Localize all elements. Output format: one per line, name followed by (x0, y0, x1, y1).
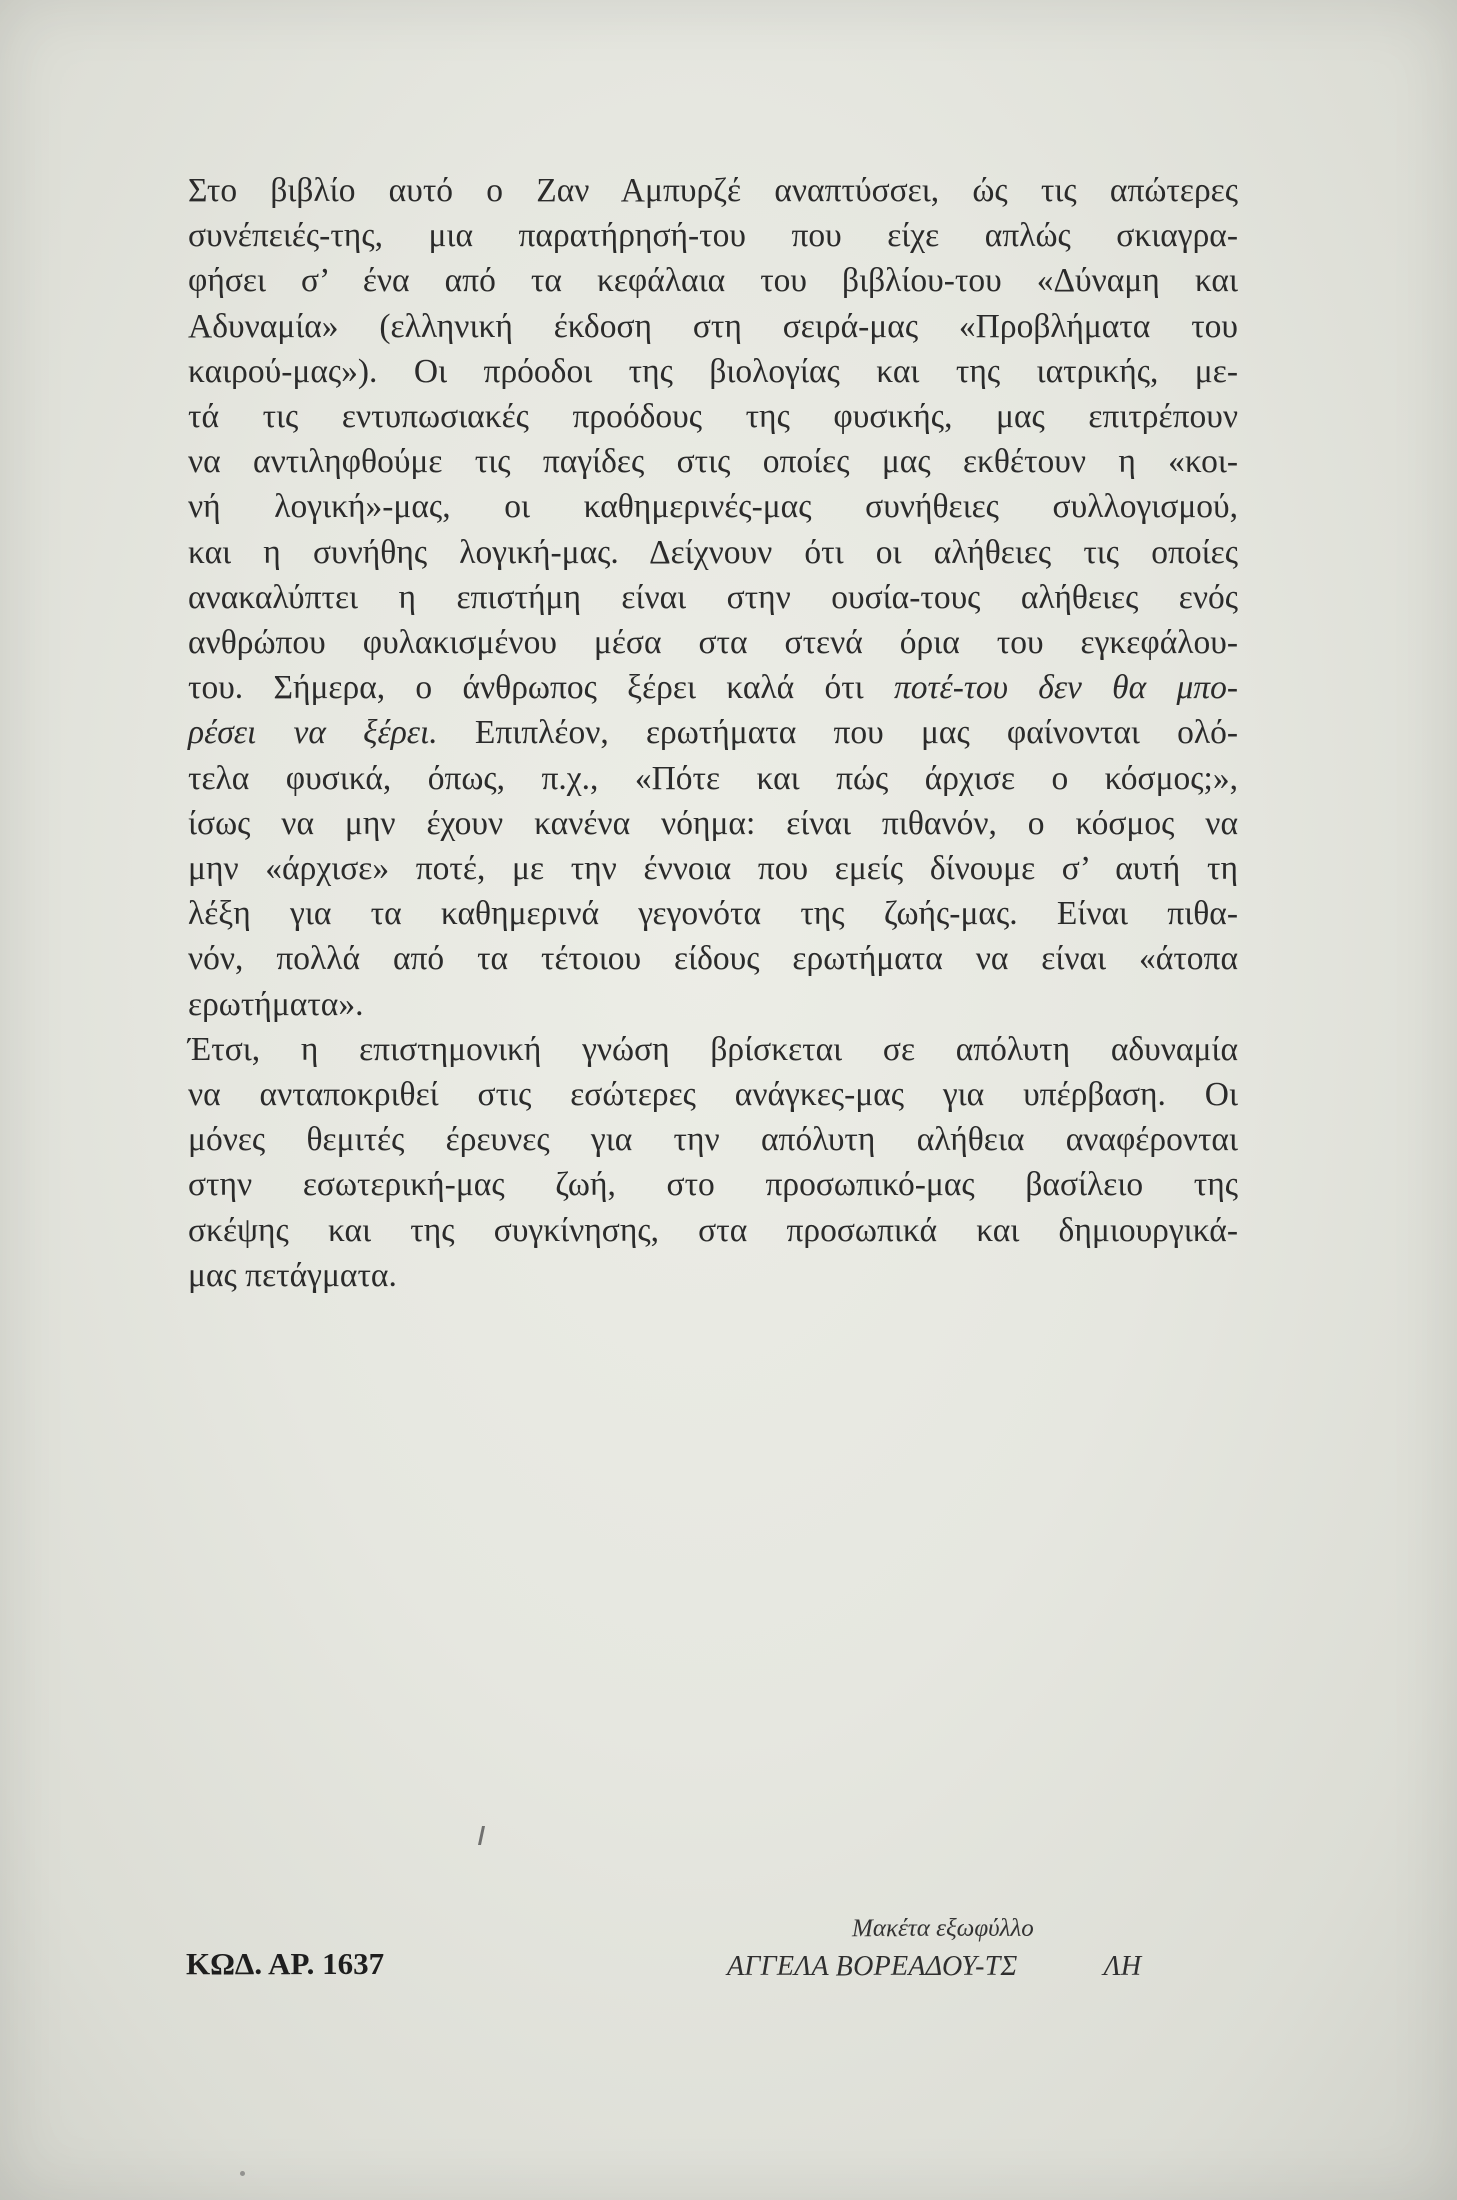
blurb-line: ερωτήματα». (188, 985, 364, 1023)
blurb-text: του. Σήμερα, ο άνθρωπος ξέρει καλά ότι (188, 669, 894, 707)
paper-speck (240, 2171, 245, 2176)
back-cover-blurb (188, 168, 1238, 1298)
blurb-line: στην εσωτερική-μας ζωή, στο προσωπικό-μας βασίλειο της (188, 1166, 1238, 1204)
blurb-line: φήσει σ’ ένα από τα κεφάλαια του βιβλίου-του «Δύναμη και (188, 262, 1238, 300)
blurb-line: τελα φυσικά, όπως, π.χ., «Πότε και πώς άρχισε ο κόσμος;», (188, 759, 1238, 797)
blurb-text: Επιπλέον, ερωτήματα που μας φαίνονται ολό- (437, 714, 1238, 752)
blurb-line: μας πετάγματα. (188, 1256, 397, 1294)
blurb-line: νή λογική»-μας, οι καθημερινές-μας συνήθειες συλλογισμού, (188, 488, 1238, 526)
blurb-line: Αδυναμία» (ελληνική έκδοση στη σειρά-μας «Προβλήματα του (188, 307, 1238, 345)
blurb-line: να ανταποκριθεί στις εσώτερες ανάγκες-μας για υπέρβαση. Οι (188, 1076, 1238, 1114)
blurb-line: μην «άρχισε» ποτέ, με την έννοια που εμείς δίνουμε σ’ αυτή τη (188, 850, 1238, 888)
blurb-italic-text: ποτέ-του δεν θα μπο- (893, 669, 1238, 707)
blurb-line: συνέπειές-της, μια παρατήρησή-του που είχε απλώς σκιαγρα- (188, 217, 1238, 255)
blurb-line: καιρού-μας»). Οι πρόοδοι της βιολογίας και της ιατρικής, με- (188, 352, 1238, 390)
catalog-code: ΚΩΔ. ΑΡ. 1637 (186, 1946, 385, 1981)
blurb-line: ίσως να μην έχουν κανένα νόημα: είναι πιθανόν, ο κόσμος να (188, 804, 1238, 842)
blurb-line: Έτσι, η επιστημονική γνώση βρίσκεται σε απόλυτη αδυναμία (188, 1030, 1238, 1068)
cover-designer-name (727, 1951, 1141, 1983)
blurb-line (188, 665, 1238, 710)
blurb-line: να αντιληφθούμε τις παγίδες στις οποίες μας εκθέτουν η «κοι- (188, 443, 1238, 481)
blurb-line (188, 710, 1238, 755)
cover-design-credit-label: Μακέτα εξωφύλλο (852, 1915, 1034, 1942)
blurb-line: και η συνήθης λογική-μας. Δείχνουν ότι οι αλήθειες τις οποίες (188, 533, 1238, 571)
blurb-line: μόνες θεμιτές έρευνες για την απόλυτη αλήθεια αναφέρονται (188, 1121, 1238, 1159)
blurb-line: τά τις εντυπωσιακές προόδους της φυσικής, μας επιτρέπουν (188, 398, 1238, 436)
cover-designer-name-start: ΑΓΓΕΛΑ ΒΟΡΕΑΔΟΥ-ΤΣ (727, 1951, 1018, 1982)
blurb-italic-text: ρέσει να ξέρει. (188, 714, 438, 752)
blurb-line: λέξη για τα καθημερινά γεγονότα της ζωής-μας. Είναι πιθα- (188, 895, 1238, 933)
blurb-line: νόν, πολλά από τα τέτοιου είδους ερωτήματα να είναι «άτοπα (188, 940, 1238, 978)
cover-designer-name-end: ΛΗ (1103, 1951, 1142, 1982)
blurb-line: ανθρώπου φυλακισμένου μέσα στα στενά όρια του εγκεφάλου- (188, 624, 1238, 662)
blurb-line: Στο βιβλίο αυτό ο Ζαν Αμπυρζέ αναπτύσσει, ώς τις απώτερες (188, 172, 1238, 209)
stray-pen-mark (478, 1826, 485, 1845)
blurb-line: σκέψης και της συγκίνησης, στα προσωπικά και δημιουργικά- (188, 1211, 1238, 1249)
blurb-line: ανακαλύπτει η επιστήμη είναι στην ουσία-τους αλήθειες ενός (188, 578, 1238, 616)
